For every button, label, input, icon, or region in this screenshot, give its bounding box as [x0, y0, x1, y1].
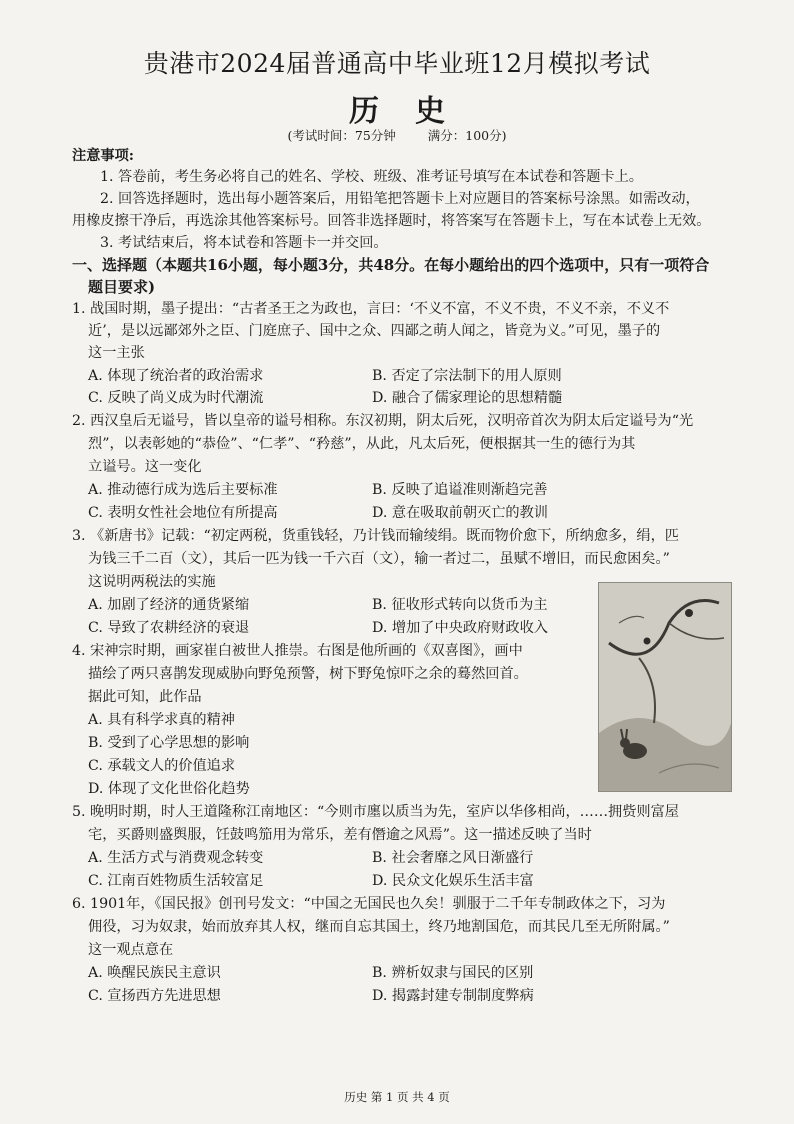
- question-1-text: 这一主张: [88, 345, 145, 361]
- notice-item: 3. 考试结束后，将本试卷和答题卡一并交回。: [100, 235, 388, 251]
- question-4-option-b: B. 受到了心学思想的影响: [88, 735, 250, 751]
- section-heading: 一、选择题（本题共16小题，每小题3分，共48分。在每小题给出的四个选项中，只有一项符合: [72, 256, 710, 274]
- question-3-option-a: A. 加剧了经济的通货紧缩: [88, 597, 250, 613]
- question-6-option-c: C. 宣扬西方先进思想: [88, 988, 221, 1004]
- question-4-option-a: A. 具有科学求真的精神: [88, 712, 235, 728]
- question-3-option-b: B. 征收形式转向以货币为主: [372, 597, 548, 613]
- question-2-text: 立谥号。这一变化: [88, 459, 202, 475]
- notice-heading: 注意事项:: [72, 148, 134, 164]
- subject-title: 历史: [349, 94, 481, 129]
- question-3-text: 这说明两税法的实施: [88, 574, 216, 590]
- section-heading-cont: 题目要求): [88, 278, 156, 296]
- question-1-option-c: C. 反映了尚义成为时代潮流: [88, 390, 264, 406]
- question-5-text: 宅，买爵则盛舆服，饪鼓鸣笳用为常乐，差有僭逾之风焉”。这一描述反映了当时: [88, 827, 592, 843]
- full-score: 满分：100分): [427, 128, 507, 143]
- question-3-text: 3. 《新唐书》记载：“初定两税，货重钱轻，乃计钱而输绫绢。既而物价愈下，所纳愈多，绢，匹: [72, 528, 679, 544]
- question-5-option-b: B. 社会奢靡之风日渐盛行: [372, 850, 534, 866]
- question-4-text: 4. 宋神宗时期，画家崔白被世人推崇。右图是他所画的《双喜图》，画中: [72, 643, 523, 659]
- question-6-text: 佣役，习为奴隶，始而放弃其人权，继而自忘其国土，终乃地割国危，而其民几至无所附属。”: [88, 919, 670, 935]
- question-4-option-c: C. 承载文人的价值追求: [88, 758, 236, 774]
- question-1-text: 近’，是以远鄙郊外之臣、门庭庶子、国中之众、四鄙之萌人闻之，皆竞为义。”可见，墨子的: [88, 323, 661, 339]
- question-6-text: 这一观点意在: [88, 942, 174, 958]
- question-5-option-d: D. 民众文化娱乐生活丰富: [372, 873, 534, 889]
- question-2-option-c: C. 表明女性社会地位有所提高: [88, 505, 278, 521]
- question-4-text: 据此可知，此作品: [88, 689, 202, 705]
- painting-image: [598, 582, 732, 792]
- question-1-option-d: D. 融合了儒家理论的思想精髓: [372, 390, 563, 406]
- notice-item: 2. 回答选择题时，选出每小题答案后，用铅笔把答题卡上对应题目的答案标号涂黑。如需改动，: [100, 191, 700, 207]
- question-4-text: 描绘了两只喜鹊发现威胁向野兔预警，树下野兔惊吓之余的蓦然回首。: [88, 666, 528, 682]
- question-6-option-b: B. 辨析奴隶与国民的区别: [372, 965, 534, 981]
- question-2-option-b: B. 反映了追谥准则渐趋完善: [372, 482, 548, 498]
- question-3-option-d: D. 增加了中央政府财政收入: [372, 620, 548, 636]
- question-6-option-a: A. 唤醒民族民主意识: [88, 965, 221, 981]
- question-2-option-d: D. 意在吸取前朝灭亡的教训: [372, 505, 548, 521]
- notice-item: 1. 答卷前，考生务必将自己的姓名、学校、班级、准考证号填写在本试卷和答题卡上。: [100, 169, 643, 185]
- question-3-option-c: C. 导致了农耕经济的衰退: [88, 620, 250, 636]
- question-2-option-a: A. 推动德行成为选后主要标准: [88, 482, 278, 498]
- notice-item: 用橡皮擦干净后，再选涂其他答案标号。回答非选择题时，将答案写在答题卡上，写在本试卷上无效。: [72, 213, 711, 229]
- question-6-text: 6. 1901年，《国民报》创刊号发文：“中国之无国民也久矣！驯服于二千年专制政体之下，习为: [72, 896, 666, 912]
- page-footer: 历史 第 1 页 共 4 页: [344, 1090, 450, 1104]
- question-4-option-d: D. 体现了文化世俗化趋势: [88, 781, 250, 797]
- question-2-text: 2. 西汉皇后无谥号，皆以皇帝的谥号相称。东汉初期，阴太后死，汉明帝首次为阴太后定谥号为“光: [72, 413, 694, 429]
- question-2-text: 烈”，以表彰她的“恭俭”、“仁孝”、“矜慈”，从此，凡太后死，便根据其一生的德行为其: [88, 436, 636, 452]
- exam-meta: [0, 126, 794, 144]
- question-5-option-c: C. 江南百姓物质生活较富足: [88, 873, 264, 889]
- question-1-option-b: B. 否定了宗法制下的用人原则: [372, 368, 562, 384]
- question-1-option-a: A. 体现了统治者的政治需求: [88, 368, 264, 384]
- exam-time: (考试时间：75分钟: [287, 128, 396, 143]
- question-6-option-d: D. 揭露封建专制制度弊病: [372, 988, 534, 1004]
- question-3-text: 为钱三千二百（文），其后一匹为钱一千六百（文），输一者过二，虽赋不增旧，而民愈困矣。”: [88, 551, 670, 567]
- exam-title: 贵港市2024届普通高中毕业班12月模拟考试: [143, 49, 651, 78]
- question-5-text: 5. 晚明时期，时人王道隆称江南地区：“今则市廛以质当为先，室庐以华侈相尚，……拥赀则富屋: [72, 804, 679, 820]
- question-1-text: 1. 战国时期，墨子提出：“古者圣王之为政也，言曰：‘不义不富，不义不贵，不义不亲，不义不: [72, 301, 670, 317]
- question-5-option-a: A. 生活方式与消费观念转变: [88, 850, 264, 866]
